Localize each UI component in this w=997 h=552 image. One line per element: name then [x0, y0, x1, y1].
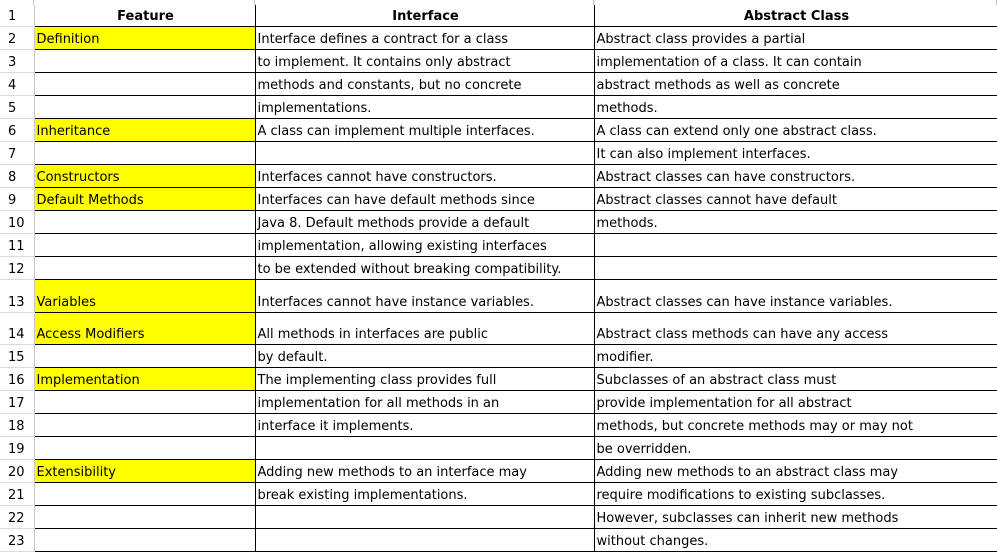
cell-abstract-class[interactable]: implementation of a class. It can contain — [594, 50, 997, 73]
row-header[interactable] — [0, 50, 34, 73]
cell-abstract-class[interactable]: Abstract class methods can have any access — [594, 313, 997, 345]
cell-interface[interactable]: Interfaces cannot have instance variables. — [255, 280, 594, 313]
cell-abstract-class[interactable]: be overridden. — [594, 437, 997, 460]
cell-interface[interactable]: interface it implements. — [255, 414, 594, 437]
row-number: 23 — [8, 534, 25, 549]
row-number: 11 — [8, 239, 25, 254]
cell-feature[interactable]: Access Modifiers — [34, 313, 255, 345]
table-row — [0, 368, 997, 391]
cell-abstract-class[interactable]: Abstract class provides a partial — [594, 27, 997, 50]
row-number: 5 — [8, 101, 17, 116]
table-row — [0, 345, 997, 368]
cell-interface[interactable] — [255, 142, 594, 165]
table-row — [0, 5, 997, 27]
cell-interface[interactable]: Interface defines a contract for a class — [255, 27, 594, 50]
row-header[interactable] — [0, 506, 34, 529]
cell-interface[interactable]: Interfaces can have default methods since — [255, 188, 594, 211]
row-header[interactable] — [0, 460, 34, 483]
cell-feature[interactable]: Extensibility — [34, 460, 255, 483]
cell-abstract-class[interactable]: Abstract Class — [594, 5, 997, 27]
cell-feature[interactable] — [34, 391, 255, 414]
row-number: 18 — [8, 419, 25, 434]
row-header[interactable] — [0, 211, 34, 234]
table-row — [0, 529, 997, 552]
row-header[interactable] — [0, 280, 34, 313]
table-row — [0, 96, 997, 119]
table-row — [0, 234, 997, 257]
cell-interface[interactable] — [255, 506, 594, 529]
cell-feature[interactable]: Default Methods — [34, 188, 255, 211]
cell-interface[interactable] — [255, 529, 594, 552]
cell-interface[interactable]: Interfaces cannot have constructors. — [255, 165, 594, 188]
table-row — [0, 280, 997, 313]
cell-interface[interactable]: Interface — [255, 5, 594, 27]
cell-feature[interactable] — [34, 529, 255, 552]
cell-interface[interactable]: to implement. It contains only abstract — [255, 50, 594, 73]
cell-interface[interactable]: All methods in interfaces are public — [255, 313, 594, 345]
row-number: 9 — [8, 193, 17, 208]
cell-feature[interactable] — [34, 96, 255, 119]
cell-abstract-class[interactable]: abstract methods as well as concrete — [594, 73, 997, 96]
table-row — [0, 257, 997, 280]
row-number: 3 — [8, 55, 17, 70]
table-row — [0, 437, 997, 460]
cell-feature[interactable] — [34, 257, 255, 280]
row-number: 16 — [8, 373, 25, 388]
cell-abstract-class[interactable]: Subclasses of an abstract class must — [594, 368, 997, 391]
row-number: 2 — [8, 32, 17, 47]
cell-abstract-class[interactable]: A class can extend only one abstract class. — [594, 119, 997, 142]
row-header[interactable] — [0, 96, 34, 119]
cell-interface[interactable]: break existing implementations. — [255, 483, 594, 506]
row-number: 10 — [8, 216, 25, 231]
cell-feature[interactable]: Variables — [34, 280, 255, 313]
cell-feature[interactable]: Definition — [34, 27, 255, 50]
cell-feature[interactable] — [34, 142, 255, 165]
cell-feature[interactable] — [34, 414, 255, 437]
row-number: 13 — [8, 295, 25, 310]
row-number: 21 — [8, 488, 25, 503]
row-number: 19 — [8, 442, 25, 457]
row-header[interactable] — [0, 165, 34, 188]
table-row — [0, 27, 997, 50]
cell-interface[interactable]: by default. — [255, 345, 594, 368]
cell-abstract-class[interactable]: modifier. — [594, 345, 997, 368]
cell-interface[interactable]: Adding new methods to an interface may — [255, 460, 594, 483]
cell-feature[interactable] — [34, 483, 255, 506]
row-number: 1 — [8, 9, 17, 24]
cell-abstract-class[interactable] — [594, 234, 997, 257]
cell-feature[interactable]: Feature — [34, 5, 255, 27]
cell-interface[interactable]: The implementing class provides full — [255, 368, 594, 391]
row-header[interactable] — [0, 529, 34, 552]
cell-interface[interactable]: implementation, allowing existing interfaces — [255, 234, 594, 257]
cell-interface[interactable]: implementation for all methods in an — [255, 391, 594, 414]
table-row — [0, 188, 997, 211]
cell-abstract-class[interactable]: require modifications to existing subclasses. — [594, 483, 997, 506]
row-header[interactable] — [0, 437, 34, 460]
row-header[interactable] — [0, 73, 34, 96]
row-header[interactable] — [0, 483, 34, 506]
cell-feature[interactable] — [34, 211, 255, 234]
row-header[interactable] — [0, 234, 34, 257]
table-row — [0, 414, 997, 437]
cell-abstract-class[interactable]: Abstract classes cannot have default — [594, 188, 997, 211]
cell-feature[interactable] — [34, 437, 255, 460]
cell-abstract-class[interactable]: without changes. — [594, 529, 997, 552]
table-row — [0, 142, 997, 165]
row-number: 8 — [8, 170, 17, 185]
row-number: 15 — [8, 350, 25, 365]
row-header[interactable] — [0, 313, 34, 345]
cell-interface[interactable]: methods and constants, but no concrete — [255, 73, 594, 96]
cell-feature[interactable] — [34, 73, 255, 96]
table-row — [0, 211, 997, 234]
cell-feature[interactable] — [34, 234, 255, 257]
row-header[interactable] — [0, 188, 34, 211]
cell-interface[interactable]: Java 8. Default methods provide a default — [255, 211, 594, 234]
cell-abstract-class[interactable]: provide implementation for all abstract — [594, 391, 997, 414]
cell-abstract-class[interactable]: methods. — [594, 96, 997, 119]
table-row — [0, 165, 997, 188]
cell-interface[interactable]: to be extended without breaking compatibility. — [255, 257, 594, 280]
row-number: 4 — [8, 78, 17, 93]
cell-feature[interactable] — [34, 345, 255, 368]
row-header[interactable] — [0, 391, 34, 414]
table-row — [0, 313, 997, 345]
cell-feature[interactable]: Constructors — [34, 165, 255, 188]
row-header[interactable] — [0, 142, 34, 165]
table-row — [0, 50, 997, 73]
row-header[interactable] — [0, 368, 34, 391]
cell-feature[interactable]: Inheritance — [34, 119, 255, 142]
cell-abstract-class[interactable]: Abstract classes can have constructors. — [594, 165, 997, 188]
row-number: 20 — [8, 465, 25, 480]
row-number: 7 — [8, 147, 17, 162]
cell-abstract-class[interactable]: Adding new methods to an abstract class may — [594, 460, 997, 483]
row-header[interactable] — [0, 27, 34, 50]
cell-interface[interactable]: implementations. — [255, 96, 594, 119]
cell-abstract-class[interactable]: methods. — [594, 211, 997, 234]
row-number: 6 — [8, 124, 17, 139]
table-row — [0, 460, 997, 483]
cell-feature[interactable]: Implementation — [34, 368, 255, 391]
row-header[interactable] — [0, 414, 34, 437]
cell-abstract-class[interactable]: methods, but concrete methods may or may not — [594, 414, 997, 437]
row-header[interactable] — [0, 5, 34, 27]
cell-interface[interactable]: A class can implement multiple interfaces. — [255, 119, 594, 142]
cell-abstract-class[interactable]: However, subclasses can inherit new methods — [594, 506, 997, 529]
cell-interface[interactable] — [255, 437, 594, 460]
cell-abstract-class[interactable] — [594, 257, 997, 280]
row-header[interactable] — [0, 119, 34, 142]
row-header[interactable] — [0, 345, 34, 368]
row-number: 22 — [8, 511, 25, 526]
cell-feature[interactable] — [34, 506, 255, 529]
cell-feature[interactable] — [34, 50, 255, 73]
table-row — [0, 119, 997, 142]
cell-abstract-class[interactable]: Abstract classes can have instance variables. — [594, 280, 997, 313]
row-number: 14 — [8, 327, 25, 342]
table-row — [0, 73, 997, 96]
table-row — [0, 506, 997, 529]
row-number: 17 — [8, 396, 25, 411]
table-row — [0, 391, 997, 414]
spreadsheet-grid — [0, 5, 997, 552]
row-header[interactable] — [0, 257, 34, 280]
cell-abstract-class[interactable]: It can also implement interfaces. — [594, 142, 997, 165]
row-number: 12 — [8, 262, 25, 277]
table-row — [0, 483, 997, 506]
